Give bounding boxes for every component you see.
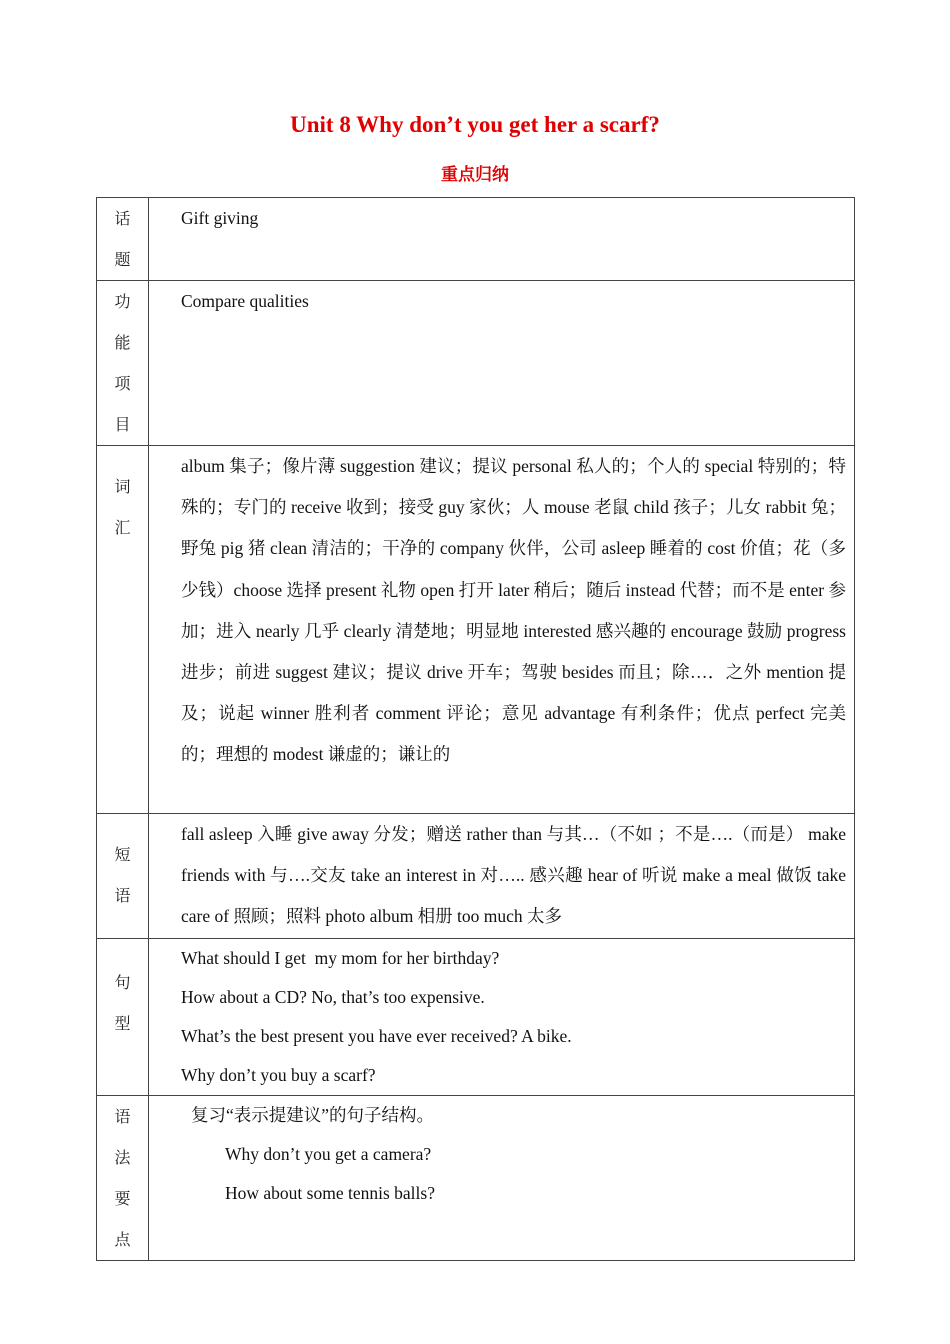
- grammar-example: How about some tennis balls?: [225, 1182, 435, 1203]
- function-text: Compare qualities: [181, 291, 309, 311]
- row-label-char: 项: [114, 374, 131, 393]
- row-content-function: [149, 281, 855, 446]
- sentence-line: How about a CD? No, that’s too expensive.: [181, 986, 485, 1007]
- row-label-text: [97, 962, 148, 1044]
- section-heading: 重点归纳: [441, 165, 509, 185]
- summary-table: [96, 197, 855, 1261]
- row-content-phrases: [149, 814, 855, 939]
- sentence-line: What’s the best present you have ever received? A bike.: [181, 1025, 572, 1046]
- row-label-char: 汇: [114, 518, 131, 537]
- row-label-text: [97, 198, 148, 280]
- table-row-topic: [97, 198, 855, 281]
- phrases-text: fall asleep 入睡 give away 分发；赠送 rather than 与其…（不如 ；不是….（而是） make friends with 与….交友 take an interest in 对….. 感兴趣 hear of 听说 make a meal 做饭 take care of 照顾；照料 photo album 相册 too much 太多: [181, 824, 846, 927]
- row-content-grammar: [149, 1095, 855, 1260]
- row-label-char: 短: [114, 845, 131, 864]
- row-label-char: 词: [114, 477, 131, 496]
- row-label-function: [97, 281, 149, 446]
- grammar-example: Why don’t you get a camera?: [225, 1143, 432, 1164]
- sentence-line: What should I get my mom for her birthday?: [181, 947, 500, 968]
- vocabulary-text: album 集子；像片薄 suggestion 建议；提议 personal 私人的；个人的 special 特别的；特殊的；专门的 receive 收到；接受 guy 家伙；人 mouse 老鼠 child 孩子；儿女 rabbit 兔；野兔 pig 猪 clean 清洁的；干净的 company 伙伴，公司 asleep 睡着的 cost 价值；花（多少钱）choose 选择 present 礼物 open 打开 later 稍后；随后 instead 代替；而不是 enter 参加；进入 nearly 几乎 clearly 清楚地；明显地 interested 感兴趣的 encourage 鼓励 progress 进步；前进 suggest 建议；提议 drive 开车；驾驶 besides 而且；除…．之外 mention 提及；说起 winner 胜利者 comment 评论；意见 advantage 有利条件；优点 perfect 完美的；理想的 modest 谦虚的；谦让的: [181, 456, 846, 765]
- grammar-intro: 复习“表示提建议”的句子结构。: [191, 1104, 435, 1125]
- row-label-char: 语: [114, 886, 131, 905]
- row-label-vocabulary: [97, 446, 149, 814]
- row-label-phrases: [97, 814, 149, 939]
- document-title: Unit 8 Why don’t you get her a scarf?: [290, 112, 660, 137]
- row-label-text: [97, 466, 148, 548]
- table-row-phrases: [97, 814, 855, 939]
- row-label-char: 目: [114, 415, 131, 434]
- sentence-line: Why don’t you buy a scarf?: [181, 1064, 376, 1085]
- row-label-char: 题: [114, 250, 131, 269]
- row-content-topic: [149, 198, 855, 281]
- row-content-sentences: [149, 938, 855, 1095]
- row-label-topic: [97, 198, 149, 281]
- row-label-char: 句: [114, 972, 131, 992]
- topic-text: Gift giving: [181, 208, 259, 228]
- row-label-text: [97, 834, 148, 916]
- row-label-text: [97, 1096, 148, 1260]
- row-label-char: 功: [114, 292, 131, 311]
- table-row-grammar: [97, 1095, 855, 1260]
- row-label-sentences: [97, 938, 149, 1095]
- row-label-char: 型: [114, 1013, 131, 1033]
- table-row-vocabulary: [97, 446, 855, 814]
- row-label-text: [97, 281, 148, 445]
- row-label-char: 法: [114, 1147, 131, 1167]
- row-label-grammar: [97, 1095, 149, 1260]
- table-row-function: [97, 281, 855, 446]
- row-label-char: 要: [114, 1188, 131, 1208]
- row-label-char: 语: [114, 1106, 131, 1126]
- row-label-char: 能: [114, 333, 131, 352]
- row-label-char: 话: [114, 209, 131, 228]
- table-row-sentences: [97, 938, 855, 1095]
- row-label-char: 点: [114, 1229, 131, 1249]
- row-content-vocabulary: [149, 446, 855, 814]
